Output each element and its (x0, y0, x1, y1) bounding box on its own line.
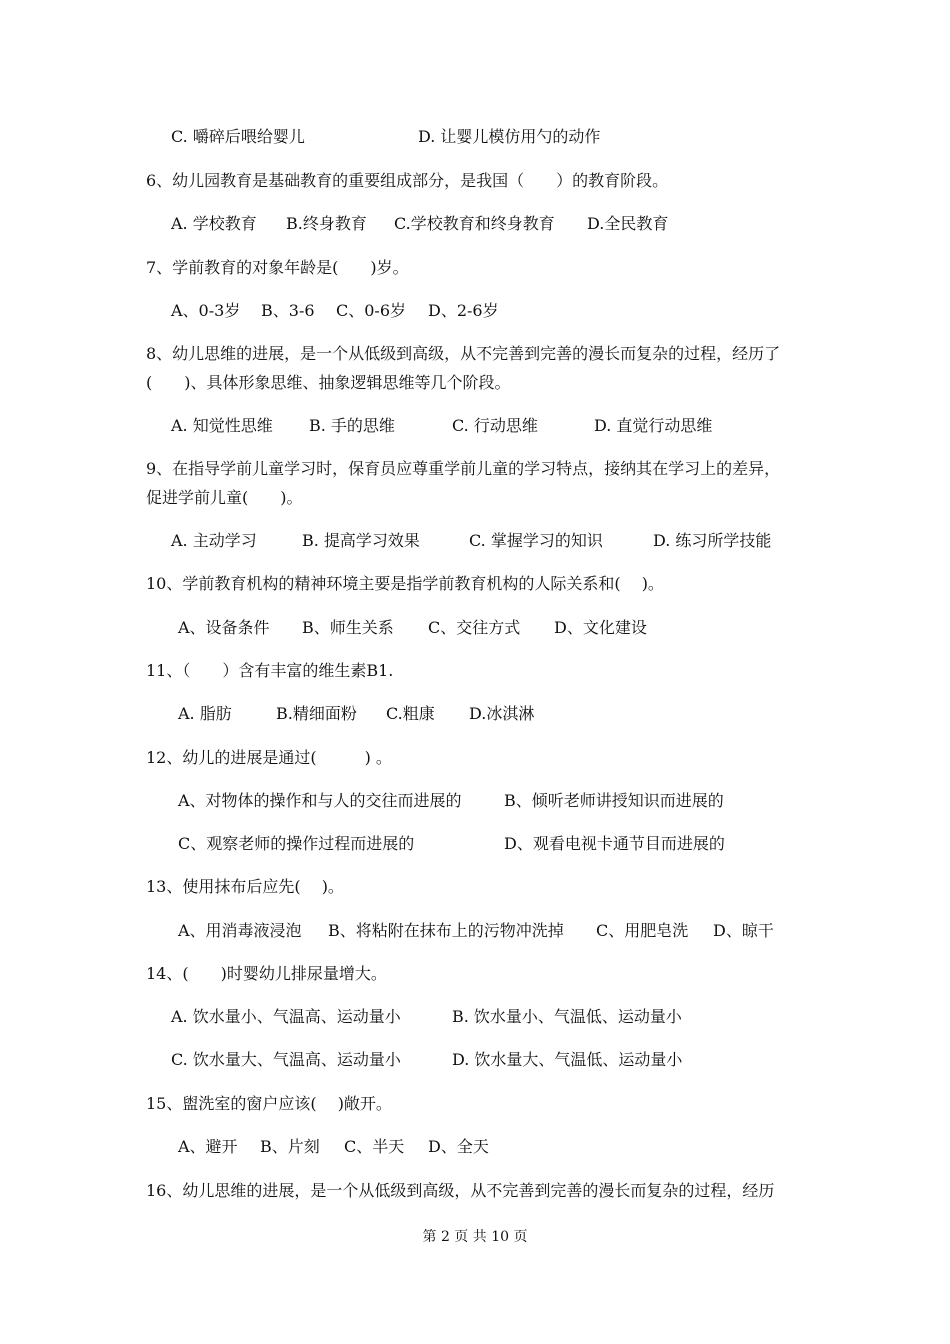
question-6: 6、幼儿园教育是基础教育的重要组成部分，是我国（ ）的教育阶段。 (146, 171, 669, 190)
question-9-line-1: 9、在指导学前儿童学习时，保育员应尊重学前儿童的学习特点，接纳其在学习上的差异， (146, 459, 781, 478)
q9-option-b: B. 提高学习效果 (302, 531, 420, 550)
question-16-line-1: 16、幼儿思维的进展，是一个从低级到高级，从不完善到完善的漫长而复杂的过程，经历 (146, 1181, 775, 1200)
q10-option-d: D、文化建设 (554, 618, 647, 637)
q11-option-d: D.冰淇淋 (469, 704, 535, 723)
question-15: 15、盥洗室的窗户应该( )敞开。 (146, 1094, 392, 1113)
q10-option-b: B、师生关系 (302, 618, 394, 637)
q13-option-a: A、用消毒液浸泡 (178, 921, 302, 940)
q12-option-a: A、对物体的操作和与人的交往而进展的 (178, 791, 462, 810)
q8-option-c: C. 行动思维 (452, 416, 538, 435)
q12-option-c: C、观察老师的操作过程而进展的 (178, 834, 415, 853)
q6-option-c: C.学校教育和终身教育 (394, 214, 555, 233)
q10-option-a: A、设备条件 (178, 618, 270, 637)
question-10: 10、学前教育机构的精神环境主要是指学前教育机构的人际关系和( )。 (146, 574, 664, 593)
question-11: 11、（ ）含有丰富的维生素B1. (146, 661, 394, 680)
q13-option-d: D、晾干 (713, 921, 774, 940)
q11-option-c: C.粗康 (386, 704, 435, 723)
question-7: 7、学前教育的对象年龄是( )岁。 (146, 258, 409, 277)
q15-option-d: D、全天 (428, 1137, 489, 1156)
question-8-line-2: ( )、具体形象思维、抽象逻辑思维等几个阶段。 (146, 373, 511, 392)
q14-option-c: C. 饮水量大、气温高、运动量小 (171, 1050, 401, 1069)
q11-option-a: A. 脂肪 (178, 704, 232, 723)
q14-option-a: A. 饮水量小、气温高、运动量小 (171, 1007, 401, 1026)
q14-option-b: B. 饮水量小、气温低、运动量小 (452, 1007, 682, 1026)
q8-option-b: B. 手的思维 (309, 416, 395, 435)
q6-option-d: D.全民教育 (587, 214, 669, 233)
q12-option-b: B、倾听老师讲授知识而进展的 (504, 791, 724, 810)
q13-option-b: B、将粘附在抹布上的污物冲洗掉 (328, 921, 564, 940)
q15-option-b: B、片刻 (260, 1137, 320, 1156)
q12-option-d: D、观看电视卡通节目而进展的 (504, 834, 725, 853)
question-14: 14、( )时婴幼儿排尿量增大。 (146, 964, 387, 983)
q14-option-d: D. 饮水量大、气温低、运动量小 (452, 1050, 683, 1069)
q5-option-d: D. 让婴儿模仿用勺的动作 (418, 127, 601, 146)
q8-option-a: A. 知觉性思维 (171, 416, 273, 435)
q8-option-d: D. 直觉行动思维 (594, 416, 713, 435)
q6-option-a: A. 学校教育 (171, 214, 257, 233)
q9-option-d: D. 练习所学技能 (653, 531, 772, 550)
q11-option-b: B.精细面粉 (276, 704, 357, 723)
q7-option-c: C、0-6岁 (336, 301, 407, 320)
q9-option-c: C. 掌握学习的知识 (469, 531, 603, 550)
q7-option-b: B、3-6 (261, 301, 315, 320)
q15-option-c: C、半天 (344, 1137, 405, 1156)
q15-option-a: A、避开 (178, 1137, 238, 1156)
question-9-line-2: 促进学前儿童( )。 (146, 488, 303, 507)
page-number-footer: 第 2 页 共 10 页 (422, 1229, 528, 1245)
q6-option-b: B.终身教育 (286, 214, 367, 233)
q5-option-c: C. 嚼碎后喂给婴儿 (171, 127, 305, 146)
q10-option-c: C、交往方式 (428, 618, 521, 637)
question-12: 12、幼儿的进展是通过( ) 。 (146, 748, 392, 767)
question-13: 13、使用抹布后应先( )。 (146, 877, 344, 896)
q7-option-d: D、2-6岁 (428, 301, 499, 320)
q9-option-a: A. 主动学习 (171, 531, 257, 550)
q7-option-a: A、0-3岁 (171, 301, 241, 320)
question-8-line-1: 8、幼儿思维的进展，是一个从低级到高级，从不完善到完善的漫长而复杂的过程，经历了 (146, 344, 781, 363)
q13-option-c: C、用肥皂洗 (596, 921, 689, 940)
